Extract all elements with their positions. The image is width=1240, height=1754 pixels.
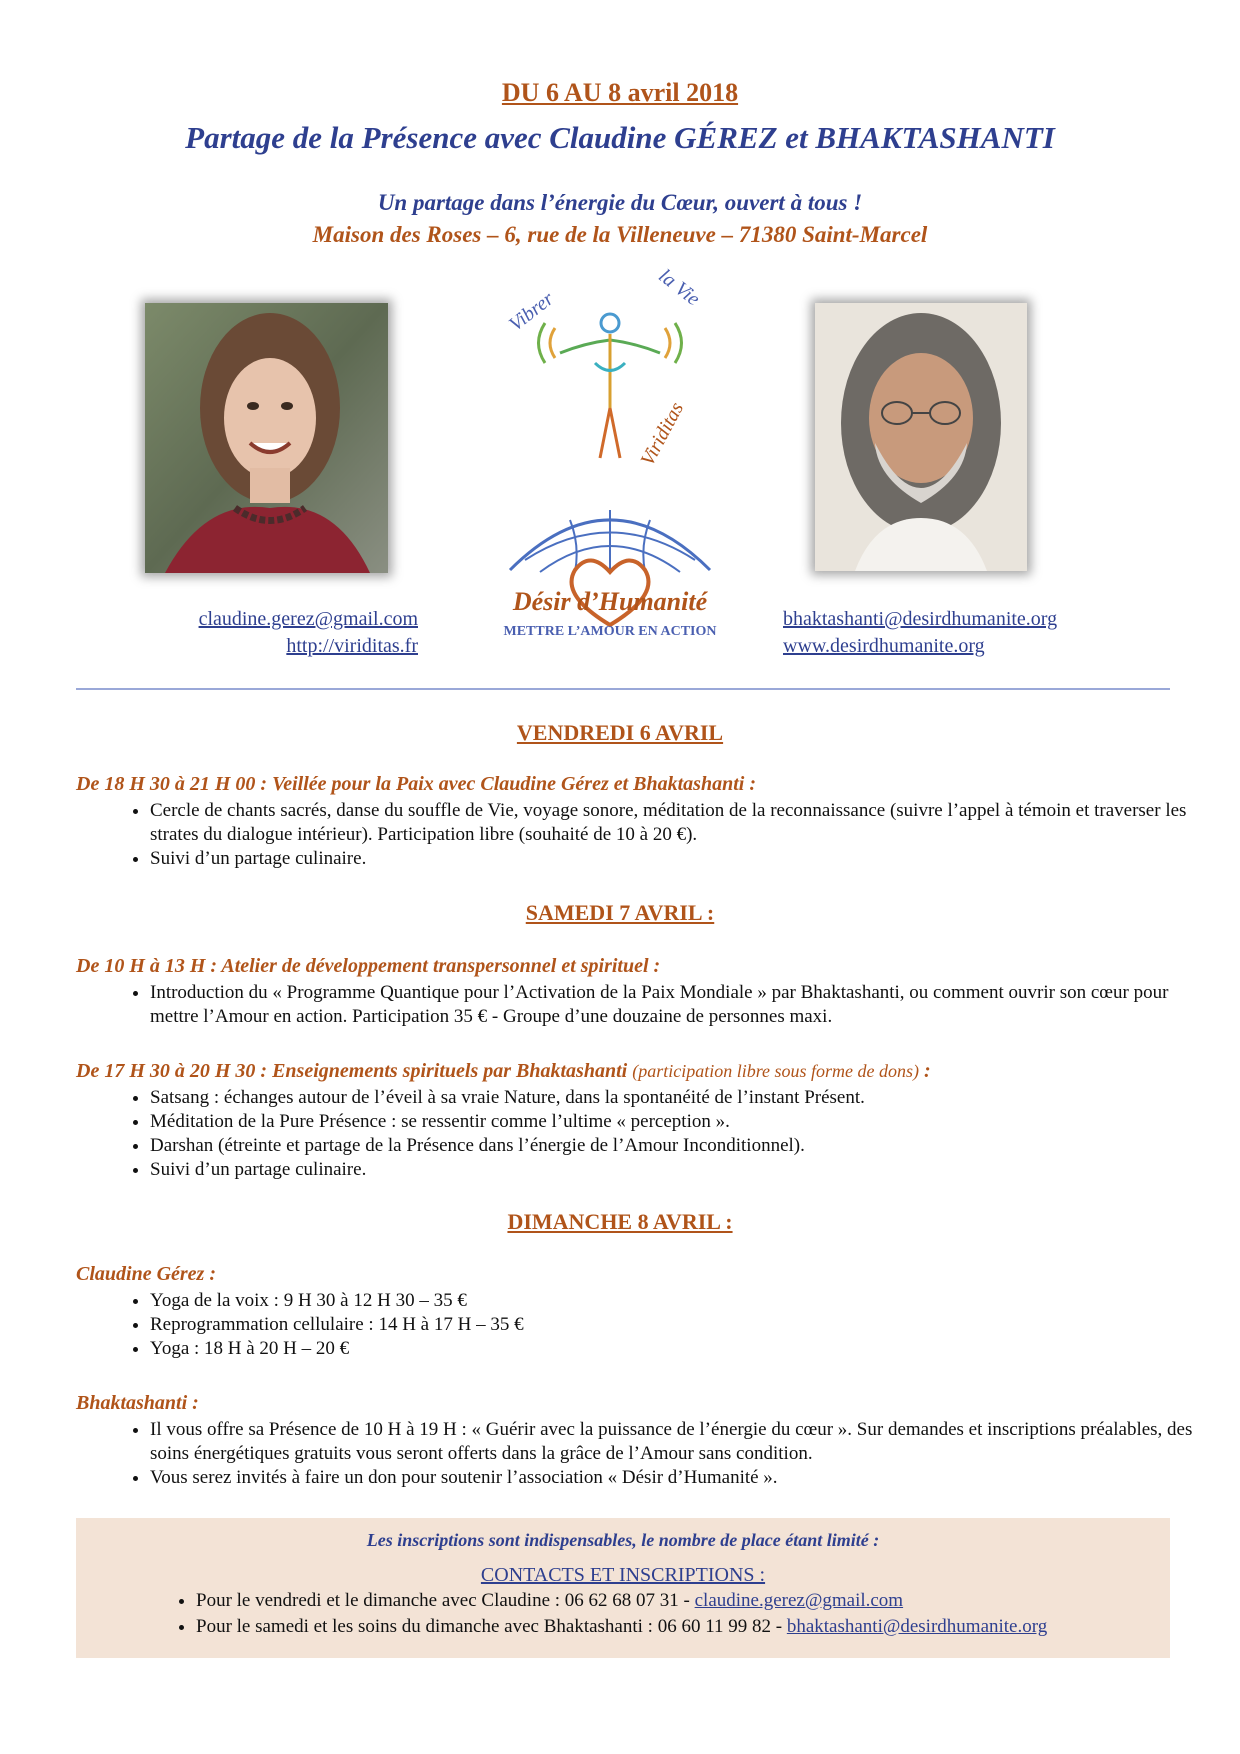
list-item: • Suivi d’un partage culinaire. [150, 1158, 1220, 1182]
list-item: • Yoga : 18 H à 20 H – 20 € [150, 1337, 1220, 1361]
logo-word-viriditas: Viriditas [636, 398, 689, 470]
sunday-claudine-title: Claudine Gérez : [76, 1263, 216, 1285]
logo-desir-name: Désir d’Humanité [512, 587, 708, 616]
list-item: • Cercle de chants sacrés, danse du souffle de Vie, voyage sonore, méditation de la reconnaissance (suivre l’appel à témoin et traverser les strates du dialogue intérieur). Participation libre (souhaité de 10 à 20 €). [150, 799, 1220, 847]
event-dates: DU 6 AU 8 avril 2018 [501, 78, 739, 107]
bhaktashanti-email-link[interactable]: bhaktashanti@desirdhumanite.org [786, 1616, 1048, 1637]
registration-line-text: Pour le vendredi et le dimanche avec Claudine : 06 62 68 07 31 - [196, 1590, 695, 1611]
claudine-email-link[interactable]: claudine.gerez@gmail.com [694, 1590, 904, 1611]
list-item: • Introduction du « Programme Quantique pour l’Activation de la Paix Mondiale » par Bhaktashanti, ou comment ouvrir son cœur pour mettre l’Amour en action. Participation 35 € - Groupe d’une douzaine de personnes maxi. [150, 981, 1220, 1029]
saturday-items-2 [108, 1086, 1220, 1182]
friday-session-title: De 18 H 30 à 21 H 00 : Veillée pour la Paix avec Claudine Gérez et Bhaktashanti : [76, 773, 756, 795]
saturday-session2-note: (participation libre sous forme de dons) [632, 1061, 920, 1081]
registration-note: Les inscriptions sont indispensables, le nombre de place étant limité : [366, 1530, 880, 1550]
registration-line-claudine [196, 1588, 1196, 1614]
logo-word-vibrer: Vibrer [505, 287, 558, 336]
saturday-items-1 [108, 981, 1220, 1029]
list-item: • Méditation de la Pure Présence : se ressentir comme l’ultime « perception ». [150, 1110, 1220, 1134]
viriditas-logo [500, 268, 720, 488]
desir-humanite-logo [470, 500, 750, 660]
logo-word-la-vie: la Vie [654, 268, 704, 311]
photo-bhaktashanti [815, 303, 1027, 571]
list-item: • Il vous offre sa Présence de 10 H à 19 H : « Guérir avec la puissance de l’énergie du cœur ». Sur demandes et inscriptions préalables, des soins énergétiques gratuits vous seront offerts dans la grâce de l’Amour sans condition. [150, 1418, 1220, 1466]
page-title: Partage de la Présence avec Claudine GÉREZ et BHAKTASHANTI [185, 120, 1055, 155]
saturday-session2-label: De 17 H 30 à 20 H 30 : Enseignements spirituels par Bhaktashanti [76, 1060, 628, 1082]
saturday-session2-title [76, 1060, 931, 1083]
list-item: • Suivi d’un partage culinaire. [150, 847, 1220, 871]
list-item: • Yoga de la voix : 9 H 30 à 12 H 30 – 35 € [150, 1289, 1220, 1313]
photo-claudine [145, 303, 388, 573]
sunday-heading: DIMANCHE 8 AVRIL : [507, 1209, 733, 1234]
registration-contacts [150, 1588, 1196, 1640]
section-divider [76, 688, 1170, 690]
bhaktashanti-email-link[interactable]: bhaktashanti@desirdhumanite.org [783, 608, 1058, 630]
friday-items [108, 799, 1220, 871]
registration-line-text: Pour le samedi et les soins du dimanche avec Bhaktashanti : 06 60 11 99 82 - [196, 1616, 787, 1637]
saturday-heading: SAMEDI 7 AVRIL : [525, 900, 715, 925]
friday-heading: VENDREDI 6 AVRIL [516, 720, 724, 745]
registration-heading: CONTACTS ET INSCRIPTIONS : [480, 1564, 766, 1586]
sunday-bhaktashanti-title: Bhaktashanti : [76, 1392, 199, 1414]
sunday-bhaktashanti-items [108, 1418, 1220, 1490]
desirdhumanite-website-link[interactable]: www.desirdhumanite.org [783, 635, 985, 657]
logo-desir-tagline: METTRE L’AMOUR EN ACTION [503, 624, 717, 639]
list-item: • Darshan (étreinte et partage de la Présence dans l’énergie de l’Amour Inconditionnel). [150, 1134, 1220, 1158]
list-item: • Vous serez invités à faire un don pour soutenir l’association « Désir d’Humanité ». [150, 1466, 1220, 1490]
saturday-session1-title: De 10 H à 13 H : Atelier de développement transpersonnel et spirituel : [76, 955, 661, 977]
address: Maison des Roses – 6, rue de la Villeneuve – 71380 Saint-Marcel [312, 222, 928, 247]
claudine-email-link[interactable]: claudine.gerez@gmail.com [198, 608, 418, 630]
subtitle: Un partage dans l’énergie du Cœur, ouvert à tous ! [377, 190, 863, 215]
list-item: • Satsang : échanges autour de l’éveil à sa vraie Nature, dans la spontanéité de l’instant Présent. [150, 1086, 1220, 1110]
list-item: • Reprogrammation cellulaire : 14 H à 17 H – 35 € [150, 1313, 1220, 1337]
viriditas-website-link[interactable]: http://viriditas.fr [286, 635, 418, 657]
sunday-claudine-items [108, 1289, 1220, 1361]
saturday-session2-colon: : [919, 1060, 931, 1082]
registration-line-bhaktashanti [196, 1614, 1196, 1640]
